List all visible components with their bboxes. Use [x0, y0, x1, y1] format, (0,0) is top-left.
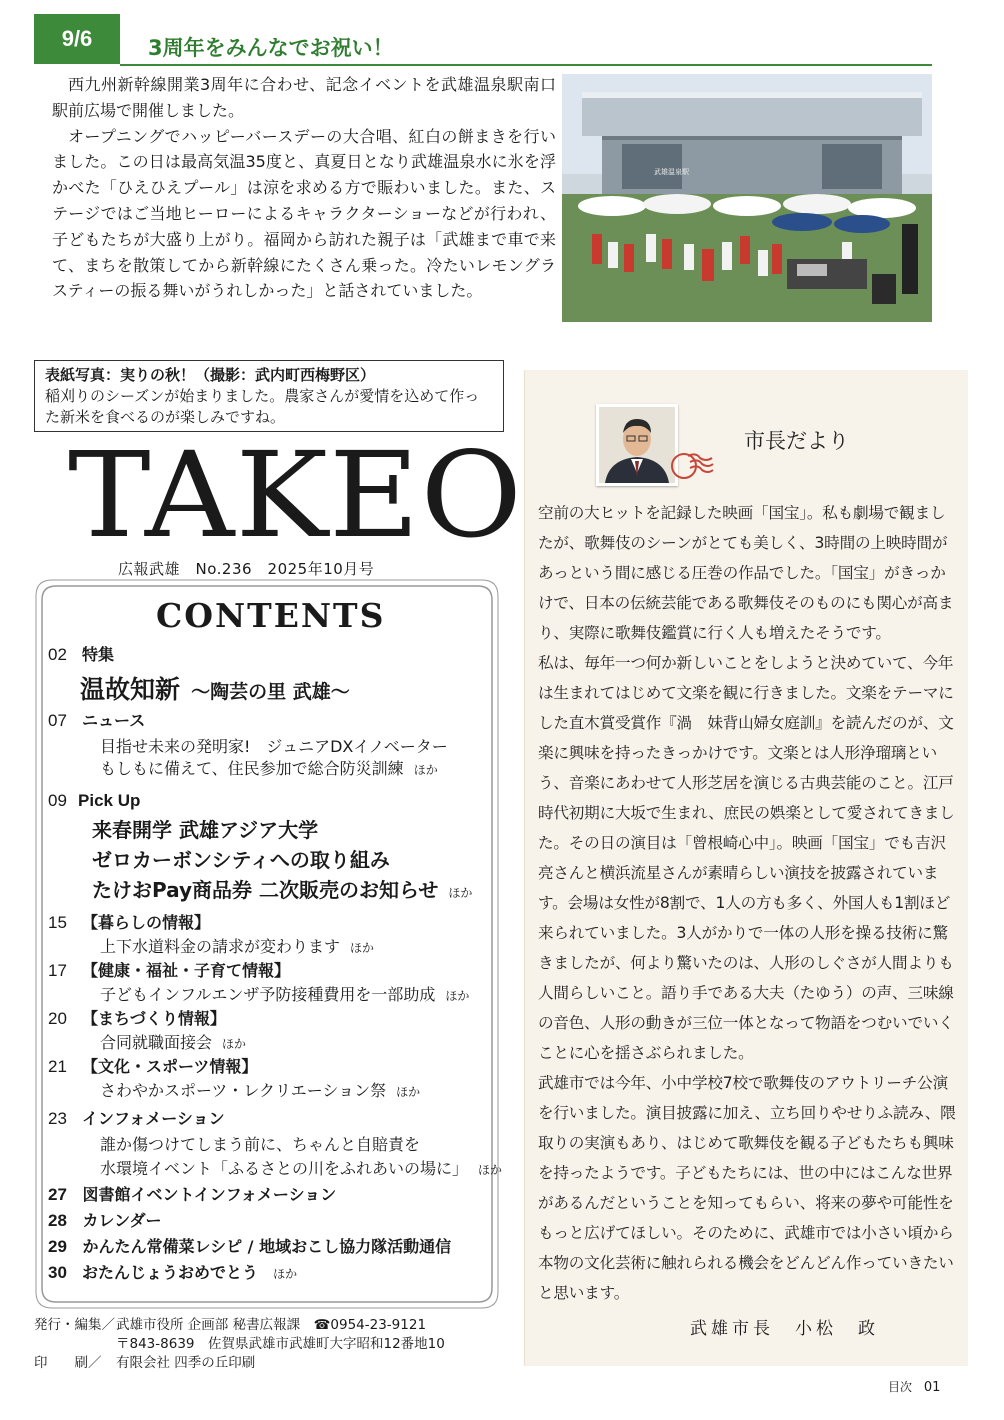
- postmark-icon: [666, 448, 714, 482]
- cover-caption-title: 表紙写真：実りの秋！（撮影：武内町西梅野区）: [45, 366, 376, 384]
- toc-line[interactable]: [100, 756, 438, 779]
- toc-line[interactable]: 来春開学 武雄アジア大学: [92, 818, 319, 842]
- toc-line-text: 合同就職面接会: [100, 1033, 213, 1052]
- toc-line-text: もしもに備えて、住民参加で総合防災訓練: [100, 759, 404, 778]
- printer-label: 印 刷／: [34, 1355, 102, 1371]
- page-number: 01: [923, 1380, 941, 1395]
- event-article: [52, 72, 556, 304]
- letter-paragraph: 空前の大ヒットを記録した映画「国宝」。私も劇場で観ましたが、歌舞伎のシーンがとても美しく、3時間の上映時間があっという間に感じる圧巻の作品でした。「国宝」がきっかけで、日本の伝統芸能である歌舞伎そのものにも関心が高まり、実際に歌舞伎鑑賞に行く人も増えたそうです。: [538, 504, 954, 642]
- mayor-letter-body: [538, 498, 958, 1308]
- printer: 有限会社 四季の丘印刷: [116, 1355, 256, 1371]
- contents-title: CONTENTS: [156, 596, 386, 635]
- toc-entry[interactable]: [48, 1008, 226, 1030]
- toc-page: 29: [48, 1237, 67, 1256]
- toc-line[interactable]: 目指せ未来の発明家! ジュニアDXイノベーター: [100, 737, 448, 756]
- toc-heading: おたんじょうおめでとう: [82, 1263, 259, 1282]
- toc-entry[interactable]: [48, 644, 114, 666]
- toc-line[interactable]: ゼロカーボンシティへの取り組み: [92, 848, 390, 872]
- date-tab: 9/6: [34, 14, 120, 64]
- toc-entry[interactable]: [48, 1236, 451, 1258]
- toc-line-text: たけおPay商品券 二次販売のお知らせ: [92, 878, 439, 902]
- toc-feature-subtitle: ～陶芸の里 武雄～: [191, 681, 350, 703]
- toc-page: 21: [48, 1057, 67, 1076]
- toc-entry[interactable]: [48, 1262, 297, 1285]
- toc-hoka: ほか: [413, 763, 438, 777]
- toc-page: 17: [48, 961, 67, 980]
- toc-heading: かんたん常備菜レシピ / 地域おこし協力隊活動通信: [82, 1237, 452, 1256]
- toc-hoka: ほか: [396, 1085, 421, 1099]
- toc-line[interactable]: [92, 874, 472, 903]
- issue-line: 広報武雄 No.236 2025年10月号: [118, 560, 375, 578]
- toc-entry[interactable]: [48, 710, 145, 732]
- toc-line-text: 上下水道料金の請求が変わります: [100, 937, 341, 956]
- toc-feature-title: 温故知新: [80, 675, 181, 704]
- publisher: 武雄市役所 企画部 秘書広報課 ☎0954-23-9121: [116, 1317, 427, 1333]
- toc-heading: ニュース: [82, 711, 146, 730]
- toc-heading: 【暮らしの情報】: [82, 913, 211, 932]
- toc-page: 28: [48, 1211, 67, 1230]
- cover-caption-text: 稲刈りのシーズンが始まりました。農家さんが愛情を込めて作った新米を食べるのが楽しみですね。: [45, 387, 480, 426]
- toc-entry[interactable]: [48, 1184, 336, 1206]
- toc-page: 02: [48, 645, 67, 664]
- toc-heading: インフォメーション: [82, 1109, 225, 1128]
- toc-heading: 【健康・福祉・子育て情報】: [82, 961, 291, 980]
- toc-hoka: ほか: [445, 989, 470, 1003]
- mayor-signature: 武雄市長 小松 政: [690, 1319, 879, 1339]
- address: 〒843-8639 佐賀県武雄市武雄町大字昭和12番地10: [116, 1336, 445, 1352]
- colophon: [34, 1316, 445, 1373]
- cover-caption-box: [34, 360, 504, 432]
- toc-heading: Pick Up: [78, 791, 141, 810]
- toc-heading: 図書館イベントインフォメーション: [82, 1185, 337, 1204]
- toc-page: 20: [48, 1009, 67, 1028]
- takeo-logo: TAKEO: [68, 426, 524, 564]
- event-photo: [562, 74, 932, 322]
- toc-hoka: ほか: [222, 1037, 247, 1051]
- event-paragraph: 西九州新幹線開業3周年に合わせ、記念イベントを武雄温泉駅南口駅前広場で開催しました。: [52, 75, 556, 120]
- toc-hoka: ほか: [478, 1163, 503, 1177]
- toc-line[interactable]: [100, 982, 469, 1005]
- publisher-label: 発行・編集／: [34, 1317, 115, 1333]
- toc-heading: 【文化・スポーツ情報】: [82, 1057, 258, 1076]
- page-label: 目次: [888, 1380, 913, 1394]
- event-paragraph: オープニングでハッピーバースデーの大合唱、紅白の餅まきを行いました。この日は最高気温35度と、真夏日となり武雄温泉水に氷を浮かべた「ひえひえプール」は涼を求める方で賑わいました。また、ステージではご当地ヒーローによるキャラクターショーなどが行われ、子どもたちが大盛り上がり。福岡から訪れた親子は「武雄まで車で来て、まちを散策してから新幹線にたくさん乗った。冷たいレモングラスティーの振る舞いがうれしかった」と話されていました。: [52, 126, 556, 301]
- toc-line[interactable]: [100, 1030, 246, 1053]
- toc-page: 27: [48, 1185, 67, 1204]
- toc-line[interactable]: 誰か傷つけてしまう前に、ちゃんと自賠責を: [100, 1135, 421, 1154]
- toc-line-text: 子どもインフルエンザ予防接種費用を一部助成: [100, 985, 436, 1004]
- toc-entry[interactable]: [48, 1108, 225, 1130]
- toc-heading: 【まちづくり情報】: [82, 1009, 226, 1028]
- headline: 3周年をみんなでお祝い！: [148, 36, 394, 60]
- toc-line[interactable]: [100, 934, 374, 957]
- toc-line[interactable]: [100, 1156, 502, 1179]
- station-sign: 武雄温泉駅: [654, 168, 689, 176]
- toc-hoka: ほか: [448, 886, 473, 900]
- toc-hoka: ほか: [350, 941, 375, 955]
- toc-heading: カレンダー: [82, 1211, 162, 1230]
- mayor-letter-title: 市長だより: [744, 429, 849, 453]
- toc-entry[interactable]: [48, 1056, 257, 1078]
- toc-page: 15: [48, 913, 67, 932]
- page-footer: [888, 1378, 940, 1395]
- toc-page: 30: [48, 1263, 67, 1282]
- toc-line-text: 水環境イベント「ふるさとの川をふれあいの場に」: [100, 1159, 469, 1178]
- toc-line-text: さわやかスポーツ・レクリエーション祭: [100, 1081, 387, 1100]
- toc-page: 09: [48, 791, 67, 810]
- toc-line[interactable]: [100, 1078, 420, 1101]
- toc-entry[interactable]: [48, 1210, 161, 1232]
- header-rule: [120, 64, 932, 66]
- toc-entry[interactable]: [48, 960, 290, 982]
- letter-paragraph: 私は、毎年一つ何か新しいことをしようと決めていて、今年は生まれてはじめて文楽を観に行きました。文楽をテーマにした直木賞受賞作『渦 妹背山婦女庭訓』を読んだのが、文楽に興味を持ったきっかけです。文楽とは人形浄瑠璃という、音楽にあわせて人形芝居を演じる古典芸能のこと。江戸時代初期に大坂で生まれ、庶民の娯楽として愛されてきました。その日の演目は「曾根崎心中」。映画「国宝」でも吉沢亮さんと横浜流星さんが素晴らしい演技を披露されています。会場は女性が8割で、1人の方も多く、外国人も1割ほど来られていました。3人がかりで一体の人形を操る技術に驚きましたが、何より驚いたのは、人形のしぐさが人間よりも人間らしいこと。語り手である大夫（たゆう）の声、三味線の音色、人形の動きが三位一体となって物語をつむいでいくことに心を揺さぶられました。: [538, 654, 955, 1062]
- toc-heading: 特集: [82, 645, 115, 664]
- toc-entry[interactable]: [48, 912, 210, 934]
- letter-paragraph: 武雄市では今年、小中学校7校で歌舞伎のアウトリーチ公演を行いました。演目披露に加え、立ち回りやせりふ読み、隈取りの実演もあり、はじめて歌舞伎を観る子どもたちも興味を持ったようです。子どもたちには、世の中にはこんな世界があるんだということを知ってもらい、将来の夢や可能性をもっと広げてほしい。そのために、武雄市では小さい頃から本物の文化芸術に触れられる機会をどんどん作っていきたいと思います。: [538, 1074, 956, 1302]
- toc-hoka: ほか: [273, 1267, 298, 1281]
- toc-feature-line[interactable]: [80, 670, 350, 706]
- toc-page: 07: [48, 711, 67, 730]
- toc-entry[interactable]: [48, 790, 140, 812]
- toc-page: 23: [48, 1109, 67, 1128]
